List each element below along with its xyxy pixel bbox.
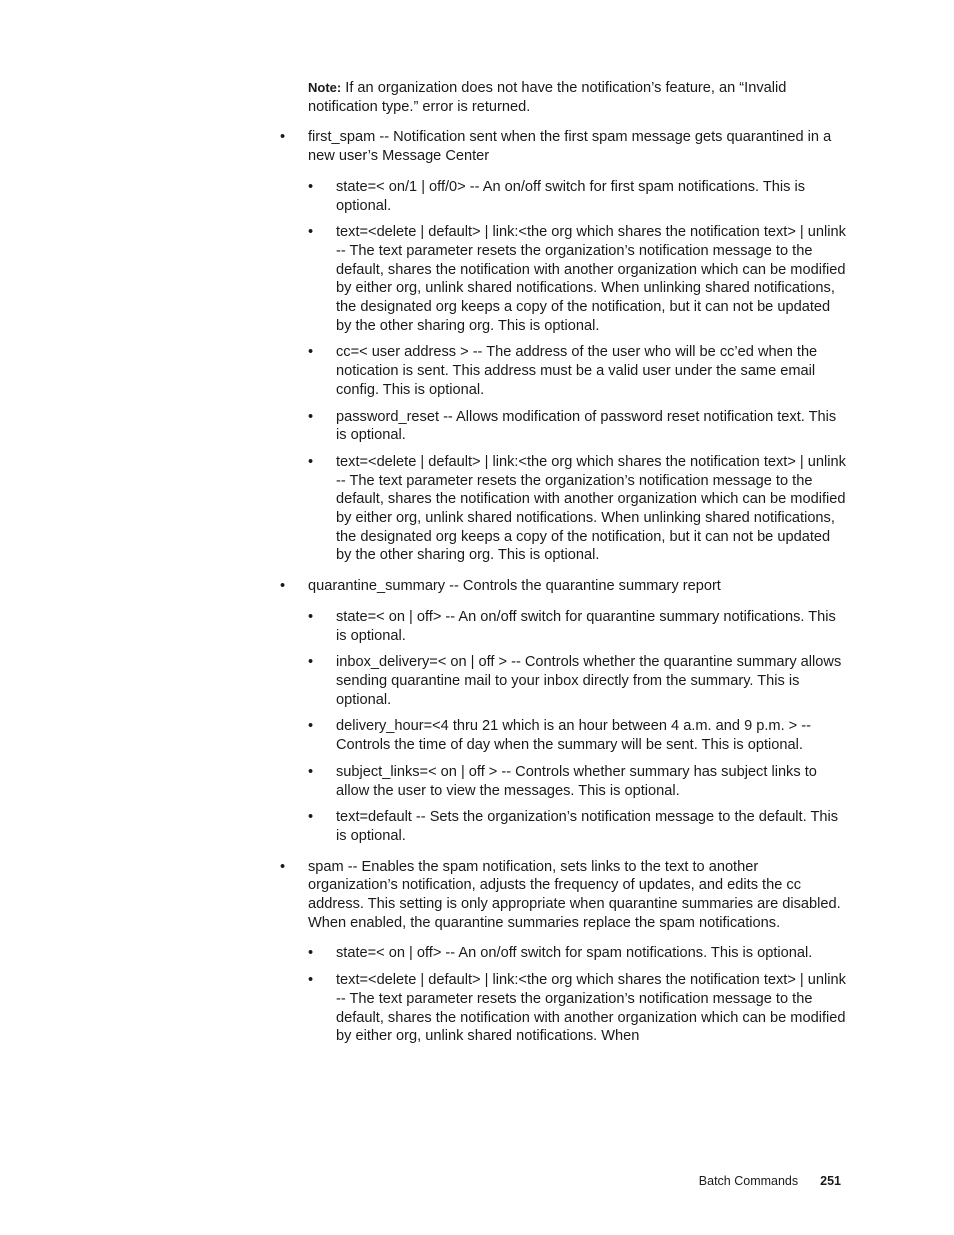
sub-list-item [308,608,846,645]
sub-list-item-text: text=<delete | default> | link:<the org which shares the notification text> | unlink -- The text parameter resets the organization’s notification message to the default, shares the notification with another organization which can be modified by either org, unlink shared notifications. When unlinking shared notifications, the designated org keeps a copy of the notification, but it can not be updated by the other sharing org. This is optional. [336,224,846,334]
bullet: • [280,858,286,875]
sub-list-item [308,408,846,445]
note-label: Note: [308,80,342,95]
sub-list-item-text: password_reset -- Allows modification of password reset notification text. This is optional. [336,408,837,444]
sub-list-item-text: inbox_delivery=< on | off > -- Controls whether the quarantine summary allows sending quarantine mail to your inbox directly from the summary. This is optional. [336,654,842,708]
bullet: • [308,809,314,826]
bullet: • [280,578,286,595]
footer-section-title: Batch Commands [698,1174,799,1188]
list-item-first-spam [280,128,846,565]
bullet: • [308,224,314,241]
sub-list-item-text: text=<delete | default> | link:<the org which shares the notification text> | unlink -- The text parameter resets the organization’s notification message to the default, shares the notification with another organization which can be modified by either org, unlink shared notifications. When [336,972,846,1045]
bullet: • [308,344,314,361]
list-item-text: quarantine_summary -- Controls the quarantine summary report [308,578,721,595]
sub-list-item-text: state=< on/1 | off/0> -- An on/off switch for first spam notifications. This is optional. [336,178,805,214]
sub-list-item [308,453,846,565]
bullet: • [308,453,314,470]
sub-list-item-text: delivery_hour=<4 thru 21 which is an hour between 4 a.m. and 9 p.m. > -- Controls the time of day when the summary will be sent. This is optional. [336,718,811,754]
note-text: If an organization does not have the notification’s feature, an “Invalid notification type.” error is returned. [308,80,787,115]
sub-list-item [308,971,846,1046]
bullet: • [308,654,314,671]
sub-list [308,178,846,565]
sub-list-item [308,653,846,709]
bullet: • [308,608,314,625]
list-item-text: spam -- Enables the spam notification, sets links to the text to another organization’s notification, adjusts the frequency of updates, and edits the cc address. This setting is only appropriate when quarantine summaries are disabled. When enabled, the quarantine summaries replace the spam notifications. [308,858,841,931]
sub-list-item [308,717,846,754]
bullet: • [280,129,286,146]
sub-list [308,608,846,846]
sub-list-item [308,944,846,963]
list-item-spam [280,858,846,1046]
sub-list-item [308,178,846,215]
bullet: • [308,763,314,780]
page-footer [699,1174,841,1188]
sub-list-item [308,223,846,335]
sub-list-item [308,808,846,845]
page-content [280,79,846,1058]
sub-list-item-text: cc=< user address > -- The address of the user who will be cc’ed when the notication is sent. This address must be a valid user under the same email config. This is optional. [336,344,818,398]
sub-list-item-text: state=< on | off> -- An on/off switch for quarantine summary notifications. This is optional. [336,608,836,644]
sub-list-item [308,343,846,399]
sub-list-item-text: text=default -- Sets the organization’s notification message to the default. This is optional. [336,809,839,844]
bullet: • [308,972,314,989]
sub-list-item-text: state=< on | off> -- An on/off switch for spam notifications. This is optional. [336,945,813,962]
note-paragraph [308,79,846,116]
page-number: 251 [820,1174,841,1188]
list-item-quarantine-summary [280,577,846,845]
sub-list-item-text: subject_links=< on | off > -- Controls whether summary has subject links to allow the user to view the messages. This is optional. [336,763,817,799]
bullet: • [308,408,314,425]
sub-list-item [308,763,846,800]
sub-list-item-text: text=<delete | default> | link:<the org which shares the notification text> | unlink -- The text parameter resets the organization’s notification message to the default, shares the notification with another organization which can be modified by either org, unlink shared notifications. When unlinking shared notifications, the designated org keeps a copy of the notification, but it can not be updated by the other sharing org. This is optional. [336,453,846,564]
sub-list [308,944,846,1046]
list-item-text: first_spam -- Notification sent when the first spam message gets quarantined in a new user’s Message Center [308,129,832,165]
bullet: • [308,945,314,962]
bullet: • [308,718,314,735]
bullet: • [308,178,314,195]
